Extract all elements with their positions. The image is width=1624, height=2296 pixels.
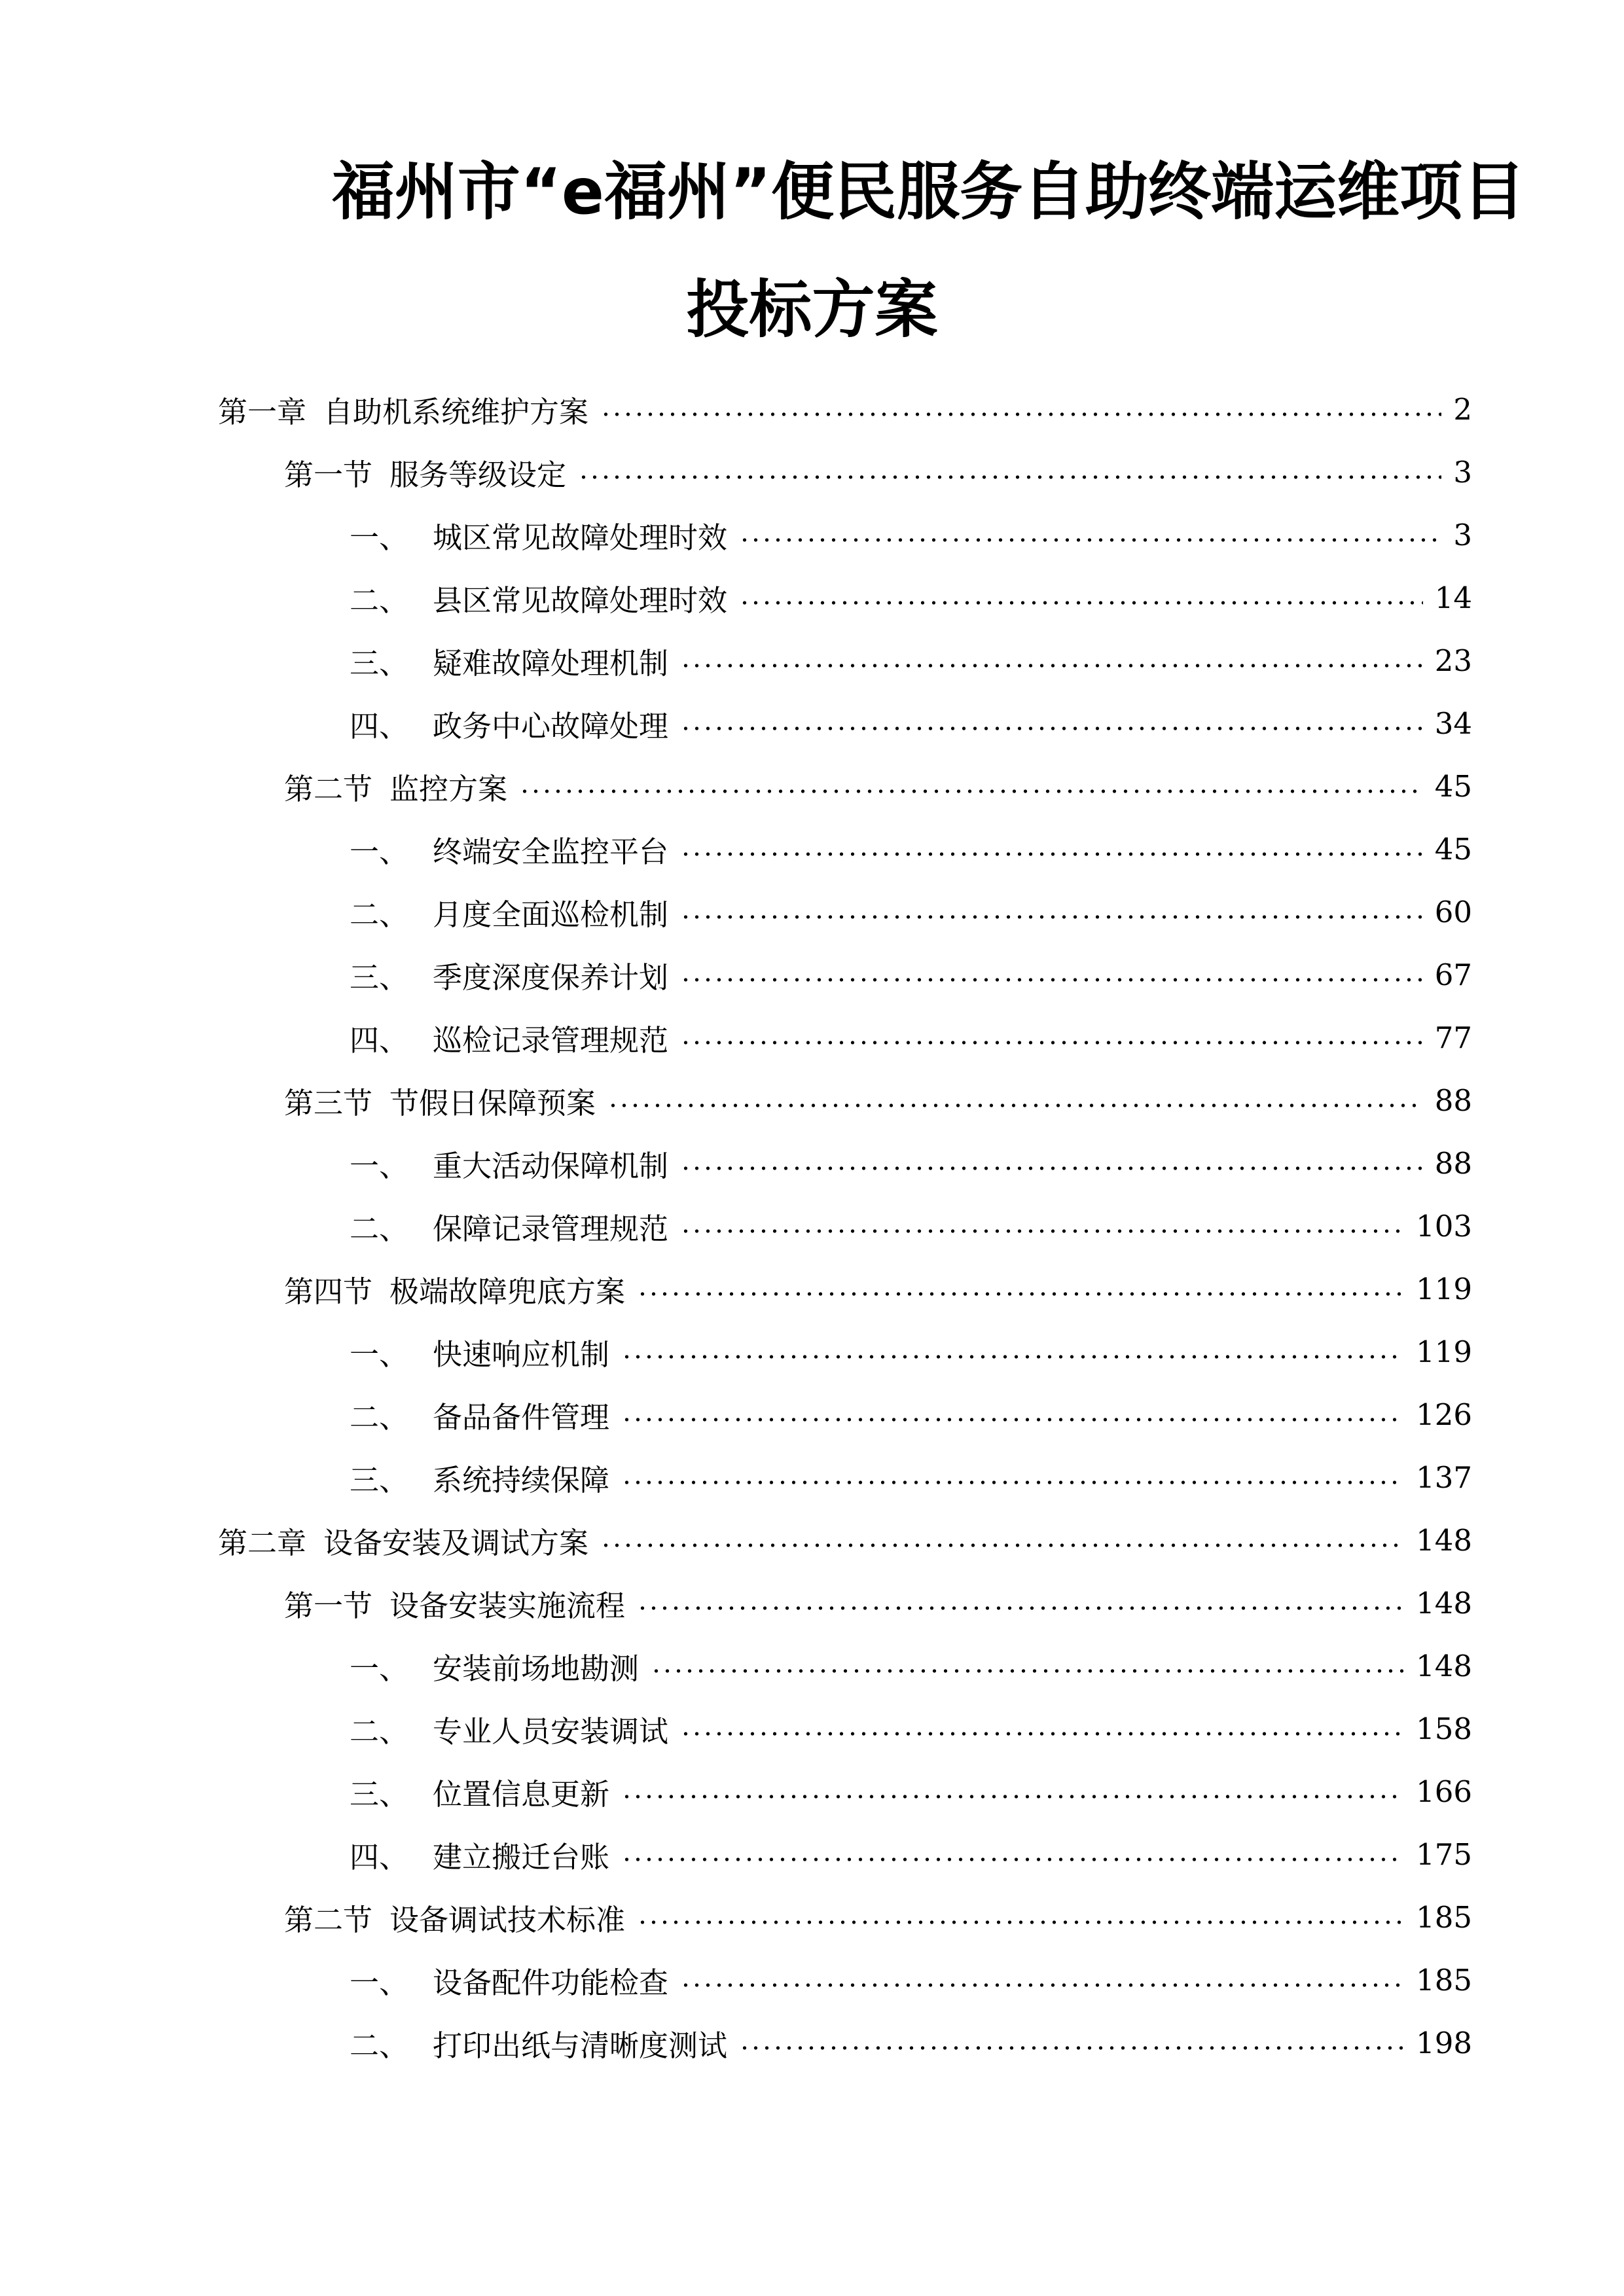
dot-leader	[607, 1091, 1423, 1121]
document-title: 福州市“e福州”便民服务自助终端运维项目	[331, 155, 1526, 228]
toc-number: 四、	[350, 1022, 409, 1058]
dot-leader	[600, 400, 1441, 429]
toc-page-number: 67	[1434, 957, 1472, 992]
toc-entry[interactable]	[284, 1077, 1472, 1123]
toc-entry[interactable]	[350, 575, 1472, 620]
toc-number: 第二节	[284, 771, 373, 806]
dot-leader	[680, 1719, 1404, 1749]
toc-page-number: 119	[1416, 1271, 1472, 1306]
toc-page-number: 88	[1434, 1145, 1472, 1181]
toc-title: 备品备件管理	[433, 1399, 610, 1435]
toc-title: 极端故障兜底方案	[389, 1274, 626, 1309]
toc-number: 一、	[350, 520, 409, 555]
toc-page-number: 23	[1434, 643, 1472, 678]
toc-number: 第一节	[284, 1588, 373, 1623]
toc-page-number: 2	[1453, 391, 1472, 427]
dot-leader	[600, 1531, 1404, 1560]
toc-entry[interactable]	[350, 1768, 1472, 1814]
toc-number: 第四节	[284, 1274, 373, 1309]
toc-entry[interactable]	[350, 512, 1472, 558]
toc-page-number: 148	[1416, 1522, 1472, 1558]
toc-title: 终端安全监控平台	[433, 834, 669, 869]
dot-leader	[739, 588, 1423, 618]
toc-page-number: 45	[1434, 768, 1472, 804]
toc-entry[interactable]	[350, 826, 1472, 872]
toc-entry[interactable]	[284, 449, 1472, 495]
toc-page-number: 103	[1416, 1208, 1472, 1244]
toc-page-number: 198	[1416, 2025, 1472, 2060]
toc-page-number: 119	[1416, 1334, 1472, 1369]
dot-leader	[680, 965, 1423, 995]
toc-page-number: 60	[1434, 894, 1472, 929]
toc-title: 重大活动保障机制	[433, 1148, 669, 1183]
toc-title: 季度深度保养计划	[433, 960, 669, 995]
dot-leader	[739, 526, 1441, 555]
dot-leader	[680, 1217, 1404, 1246]
toc-page-number: 148	[1416, 1585, 1472, 1621]
toc-entry[interactable]	[350, 1140, 1472, 1186]
toc-title: 快速响应机制	[433, 1336, 610, 1372]
toc-number: 三、	[350, 960, 409, 995]
dot-leader	[621, 1782, 1404, 1812]
toc-number: 三、	[350, 645, 409, 681]
toc-entry[interactable]	[350, 1643, 1472, 1689]
dot-leader	[637, 1280, 1404, 1309]
toc-entry[interactable]	[350, 1831, 1472, 1877]
toc-title: 月度全面巡检机制	[433, 897, 669, 932]
toc-page-number: 14	[1434, 580, 1472, 615]
toc-number: 一、	[350, 834, 409, 869]
document-subtitle: 投标方案	[686, 273, 938, 346]
toc-entry[interactable]	[350, 1391, 1472, 1437]
toc-number: 二、	[350, 1211, 409, 1246]
toc-page-number: 34	[1434, 706, 1472, 741]
toc-entry[interactable]	[218, 1517, 1472, 1563]
toc-title: 设备调试技术标准	[389, 1902, 626, 1937]
dot-leader	[621, 1342, 1404, 1372]
toc-title: 设备配件功能检查	[433, 1965, 669, 2000]
toc-entry[interactable]	[284, 1580, 1472, 1626]
toc-title: 节假日保障预案	[389, 1085, 596, 1121]
toc-number: 第一节	[284, 457, 373, 492]
toc-number: 二、	[350, 897, 409, 932]
dot-leader	[680, 1154, 1423, 1183]
toc-number: 第一章	[218, 394, 307, 429]
toc-entry[interactable]	[284, 1266, 1472, 1312]
toc-title: 建立搬迁台账	[433, 1839, 610, 1874]
toc-entry[interactable]	[350, 889, 1472, 935]
toc-title: 政务中心故障处理	[433, 708, 669, 744]
toc-page-number: 88	[1434, 1083, 1472, 1118]
toc-entry[interactable]	[350, 1454, 1472, 1500]
toc-title: 县区常见故障处理时效	[433, 583, 728, 618]
toc-title: 保障记录管理规范	[433, 1211, 669, 1246]
toc-title: 自助机系统维护方案	[323, 394, 589, 429]
dot-leader	[680, 903, 1423, 932]
toc-entry[interactable]	[350, 2020, 1472, 2066]
toc-title: 监控方案	[389, 771, 508, 806]
dot-leader	[680, 840, 1423, 869]
dot-leader	[680, 1028, 1423, 1058]
toc-entry[interactable]	[350, 1957, 1472, 2003]
toc-title: 专业人员安装调试	[433, 1713, 669, 1749]
toc-entry[interactable]	[218, 386, 1472, 432]
dot-leader	[637, 1908, 1404, 1937]
dot-leader	[680, 1971, 1404, 2000]
toc-page-number: 175	[1416, 1837, 1472, 1872]
toc-number: 二、	[350, 1399, 409, 1435]
toc-entry[interactable]	[350, 1706, 1472, 1751]
toc-number: 二、	[350, 1713, 409, 1749]
toc-page-number: 126	[1416, 1397, 1472, 1432]
toc-number: 一、	[350, 1651, 409, 1686]
dot-leader	[621, 1405, 1404, 1435]
toc-entry[interactable]	[350, 1203, 1472, 1249]
toc-page-number: 137	[1416, 1460, 1472, 1495]
toc-entry[interactable]	[350, 700, 1472, 746]
toc-title: 位置信息更新	[433, 1776, 610, 1812]
toc-entry[interactable]	[350, 1014, 1472, 1060]
toc-number: 二、	[350, 2028, 409, 2063]
toc-title: 设备安装及调试方案	[323, 1525, 589, 1560]
toc-title: 安装前场地勘测	[433, 1651, 640, 1686]
toc-page-number: 158	[1416, 1711, 1472, 1746]
toc-title: 巡检记录管理规范	[433, 1022, 669, 1058]
dot-leader	[739, 2034, 1404, 2063]
toc-page-number: 3	[1453, 454, 1472, 490]
toc-page-number: 77	[1434, 1020, 1472, 1055]
toc-title: 疑难故障处理机制	[433, 645, 669, 681]
toc-number: 二、	[350, 583, 409, 618]
toc-number: 一、	[350, 1336, 409, 1372]
toc-title: 城区常见故障处理时效	[433, 520, 728, 555]
toc-number: 第三节	[284, 1085, 373, 1121]
toc-page-number: 185	[1416, 1899, 1472, 1935]
toc-number: 第二章	[218, 1525, 307, 1560]
toc-title: 系统持续保障	[433, 1462, 610, 1498]
dot-leader	[519, 777, 1423, 806]
dot-leader	[621, 1468, 1404, 1498]
toc-number: 一、	[350, 1148, 409, 1183]
dot-leader	[680, 714, 1423, 744]
toc-entry[interactable]	[350, 1329, 1472, 1374]
toc-title: 设备安装实施流程	[389, 1588, 626, 1623]
toc-entry[interactable]	[284, 763, 1472, 809]
toc-page-number: 148	[1416, 1648, 1472, 1683]
toc-entry[interactable]	[350, 952, 1472, 997]
toc-number: 四、	[350, 1839, 409, 1874]
toc-page-number: 166	[1416, 1774, 1472, 1809]
toc-number: 四、	[350, 708, 409, 744]
toc-page-number: 45	[1434, 831, 1472, 867]
toc-number: 三、	[350, 1462, 409, 1498]
toc-page-number: 3	[1453, 517, 1472, 552]
toc-entry[interactable]	[350, 637, 1472, 683]
toc-number: 第二节	[284, 1902, 373, 1937]
dot-leader	[651, 1657, 1404, 1686]
dot-leader	[637, 1594, 1404, 1623]
dot-leader	[578, 463, 1441, 492]
dot-leader	[621, 1845, 1404, 1874]
toc-title: 服务等级设定	[389, 457, 567, 492]
toc-title: 打印出纸与清晰度测试	[433, 2028, 728, 2063]
toc-entry[interactable]	[284, 1894, 1472, 1940]
toc-number: 三、	[350, 1776, 409, 1812]
toc-page-number: 185	[1416, 1962, 1472, 1998]
toc-number: 一、	[350, 1965, 409, 2000]
dot-leader	[680, 651, 1423, 681]
